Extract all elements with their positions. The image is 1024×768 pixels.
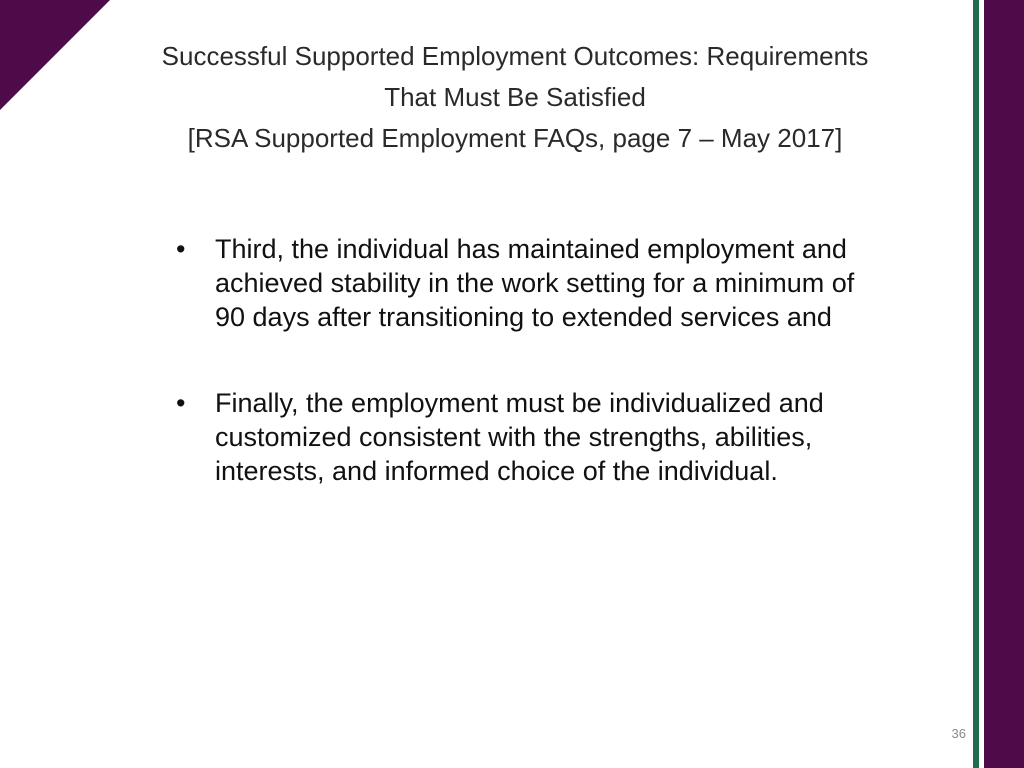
bullet-marker: • [176, 388, 186, 418]
bullet-text: Finally, the employment must be individualized and customized consistent with the strengths, abilities, interests, and informed choice of the individual. [215, 388, 824, 486]
slide-title-line-3: [RSA Supported Employment FAQs, page 7 – May 2017] [187, 123, 843, 153]
bullet-text: Third, the individual has maintained employment and achieved stability in the work setting for a minimum of 90 days after transitioning to extended services and [215, 234, 855, 332]
bullet-item-finally [172, 386, 872, 488]
bullet-list [172, 232, 872, 540]
bullet-item-third [172, 232, 872, 334]
bullet-marker: • [176, 234, 186, 264]
purple-side-bar [984, 0, 1024, 768]
slide-title-line-1: Successful Supported Employment Outcomes: Requirements [161, 41, 869, 71]
slide-title-line-2: That Must Be Satisfied [384, 82, 646, 112]
slide-title [80, 36, 950, 159]
page-number: 36 [951, 726, 966, 741]
green-side-stripe [973, 0, 979, 768]
